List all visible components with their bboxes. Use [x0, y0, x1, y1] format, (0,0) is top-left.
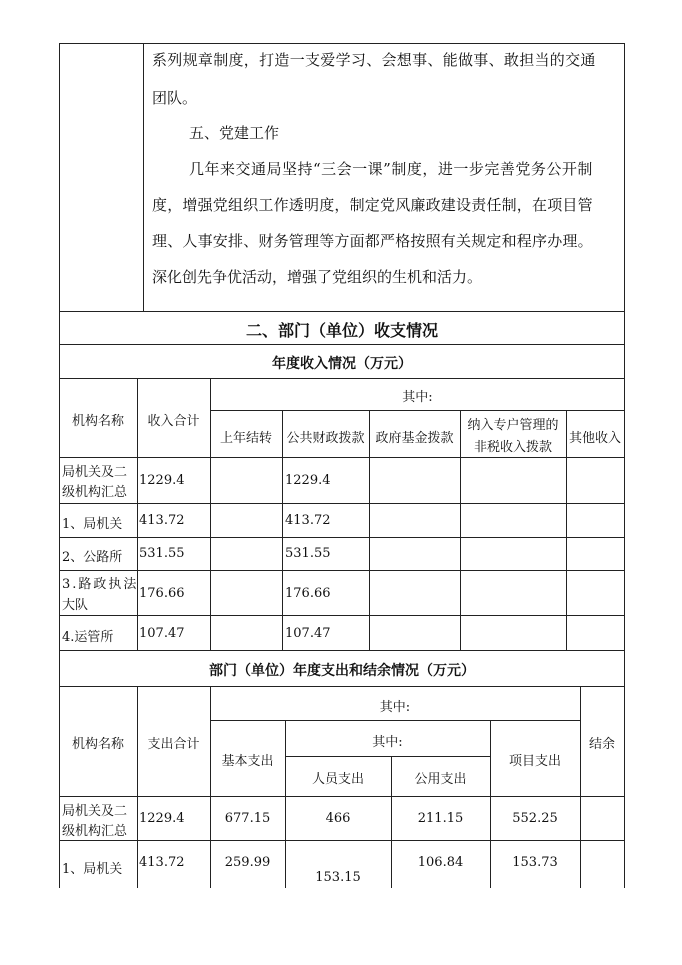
row-fiscal: 107.47	[285, 626, 331, 641]
header-project: 项目支出	[508, 754, 561, 769]
row-org-name: 局机关及二	[62, 804, 128, 819]
row-basic: 259.99	[224, 855, 271, 870]
header-other: 其他收入	[568, 431, 621, 446]
row-org-name: 大队	[62, 598, 89, 613]
row-org-name: 4.运管所	[62, 630, 114, 645]
row-total: 413.72	[139, 855, 185, 870]
header-public: 公用支出	[414, 772, 467, 787]
row-fiscal: 1229.4	[285, 473, 331, 488]
header-fiscal: 公共财政拨款	[286, 431, 365, 446]
row-total: 107.47	[139, 626, 185, 641]
section-title: 二、部门（单位）收支情况	[245, 321, 438, 340]
row-fiscal: 531.55	[285, 546, 331, 561]
header-org: 机构名称	[71, 414, 124, 429]
row-fiscal: 413.72	[285, 513, 331, 528]
row-total: 1229.4	[139, 811, 185, 826]
row-total: 531.55	[139, 546, 185, 561]
header-total: 收入合计	[147, 414, 200, 429]
row-public: 106.84	[417, 855, 464, 870]
header-personnel: 人员支出	[311, 772, 364, 787]
header-of-which: 其中:	[379, 700, 411, 715]
row-org-name: 局机关及二	[62, 465, 128, 480]
row-org-name: 1、局机关	[62, 517, 123, 532]
body-line: 几年来交通局坚持“三会一课”制度，进一步完善党务公开制	[189, 160, 593, 178]
header-of-which-sub: 其中:	[372, 735, 403, 750]
row-fiscal: 176.66	[285, 586, 331, 601]
header-nontax: 纳入专户管理的	[467, 418, 559, 433]
header-balance: 结余	[588, 737, 615, 752]
row-basic: 677.15	[224, 811, 271, 826]
expense-table-title: 部门（单位）年度支出和结余情况（万元）	[209, 663, 475, 679]
row-org-name: 3.路政执法	[62, 577, 139, 592]
header-total: 支出合计	[147, 737, 200, 752]
row-org-name: 1、局机关	[62, 862, 123, 877]
row-total: 176.66	[139, 586, 185, 601]
header-nontax: 非税收入拨款	[473, 440, 552, 455]
row-public: 211.15	[417, 811, 464, 826]
body-line: 理、人事安排、财务管理等方面都严格按照有关规定和程序办理。	[152, 232, 593, 250]
header-fund: 政府基金拨款	[375, 431, 454, 446]
body-line: 度，增强党组织工作透明度，制定党风廉政建设责任制，在项目管	[152, 196, 593, 214]
section-heading: 五、党建工作	[189, 124, 280, 142]
row-project: 552.25	[512, 811, 558, 826]
row-personnel: 466	[325, 811, 351, 826]
row-total: 1229.4	[139, 473, 185, 488]
row-org-name: 级机构汇总	[62, 824, 128, 839]
row-org-name: 2、公路所	[62, 550, 123, 565]
row-total: 413.72	[139, 513, 185, 528]
body-line: 团队。	[152, 89, 198, 107]
row-personnel: 153.15	[315, 870, 361, 885]
body-line: 系列规章制度，打造一支爱学习、会想事、能做事、敢担当的交通	[152, 51, 596, 69]
header-org: 机构名称	[71, 737, 124, 752]
row-project: 153.73	[512, 855, 558, 870]
header-carryover: 上年结转	[219, 431, 272, 446]
body-line: 深化创先争优活动，增强了党组织的生机和活力。	[152, 268, 483, 286]
income-table-title: 年度收入情况（万元）	[272, 356, 412, 372]
header-basic: 基本支出	[221, 754, 274, 769]
row-org-name: 级机构汇总	[62, 485, 128, 500]
header-of-which: 其中:	[402, 390, 433, 405]
